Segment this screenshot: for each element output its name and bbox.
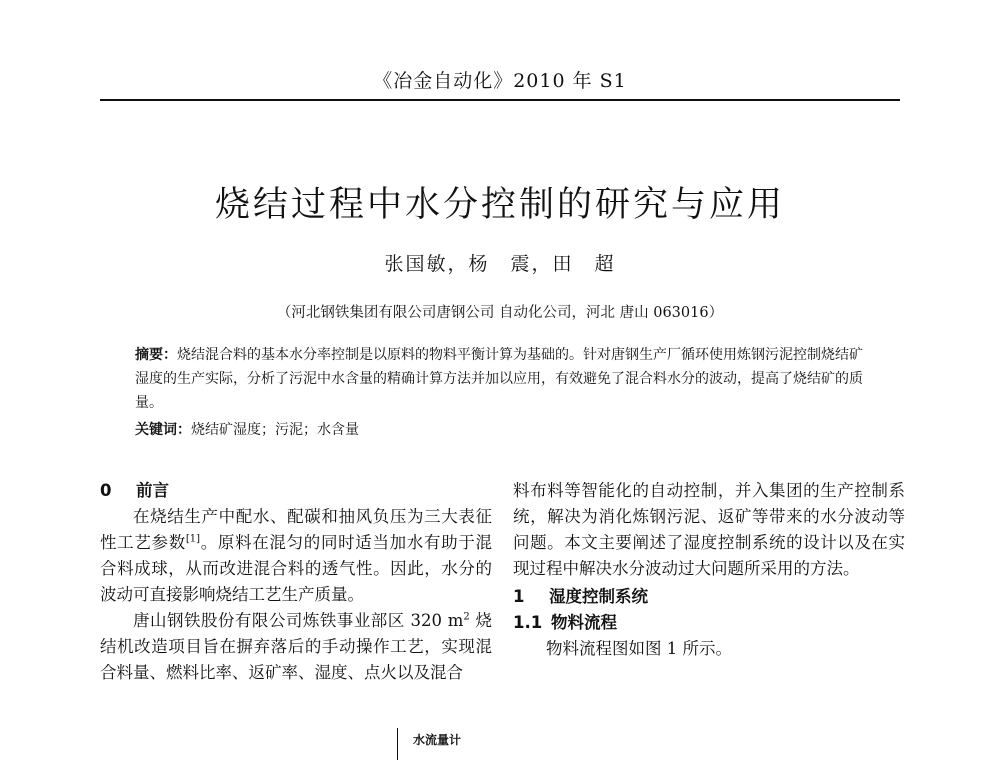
figure-label: 水流量计 [413, 733, 462, 747]
subsection-title: 物料流程 [551, 613, 617, 632]
abstract [135, 343, 875, 415]
paragraph-text: 唐山钢铁股份有限公司炼铁事业部区 320 m [133, 611, 464, 630]
section-number: 0 [100, 481, 112, 500]
journal-header: 《冶金自动化》2010 年 S1 [373, 70, 627, 92]
paragraph-text: 在烧结生产中配水、配碳和抽风负压为三大表征性工艺参数 [100, 507, 492, 552]
column-right [513, 478, 905, 662]
citation-ref: [1] [185, 533, 201, 545]
paragraph-material-flow: 物料流程图如图 1 所示。 [546, 639, 732, 658]
subsection-heading-material-flow [513, 610, 905, 636]
section-title: 前言 [136, 481, 169, 500]
keywords-label: 关键词： [135, 422, 191, 438]
section-number: 1 [513, 587, 525, 606]
subsection-number: 1.1 [513, 613, 543, 632]
section-heading-intro [100, 478, 492, 504]
paragraph-intro-1 [100, 504, 492, 608]
paper-affiliation: （河北钢铁集团有限公司唐钢公司 自动化公司，河北 唐山 063016） [276, 305, 724, 321]
paragraph-text: 。原料在混匀的同时适当加水有助于混合料成球，从而改进混合料的透气性。因此，水分的波动可直接影响烧结工艺生产质量。 [100, 533, 493, 604]
figure-line [397, 728, 398, 760]
keywords-text: 烧结矿湿度；污泥；水含量 [191, 422, 359, 438]
paragraph-intro-2 [100, 608, 492, 686]
paragraph-text: 烧结机改造项目旨在摒弃落后的手动操作工艺，实现混合料量、燃料比率、返矿率、湿度、点火以及混合 [100, 611, 492, 682]
abstract-text: 烧结混合料的基本水分率控制是以原料的物料平衡计算为基础的。针对唐钢生产厂循环使用炼钢污泥控制烧结矿湿度的生产实际，分析了污泥中水含量的精确计算方法并加以应用，有效避免了混合料水分的波动，提高了烧结矿的质量。 [135, 347, 863, 411]
paper-title: 烧结过程中水分控制的研究与应用 [214, 185, 785, 225]
superscript-2: 2 [463, 611, 470, 623]
paper-authors: 张国敏，杨 震，田 超 [384, 253, 616, 275]
header-rule [100, 99, 900, 101]
keywords [135, 419, 875, 439]
column-left [100, 478, 492, 686]
paragraph-intro-3: 料布料等智能化的自动控制，并入集团的生产控制系统，解决为消化炼钢污泥、返矿等带来的水分波动等问题。本文主要阐述了湿度控制系统的设计以及在实现过程中解决水分波动过大问题所采用的方法。 [513, 481, 905, 578]
abstract-label: 摘要： [135, 347, 177, 363]
section-heading-humidity [513, 584, 905, 610]
section-title: 湿度控制系统 [549, 587, 648, 606]
